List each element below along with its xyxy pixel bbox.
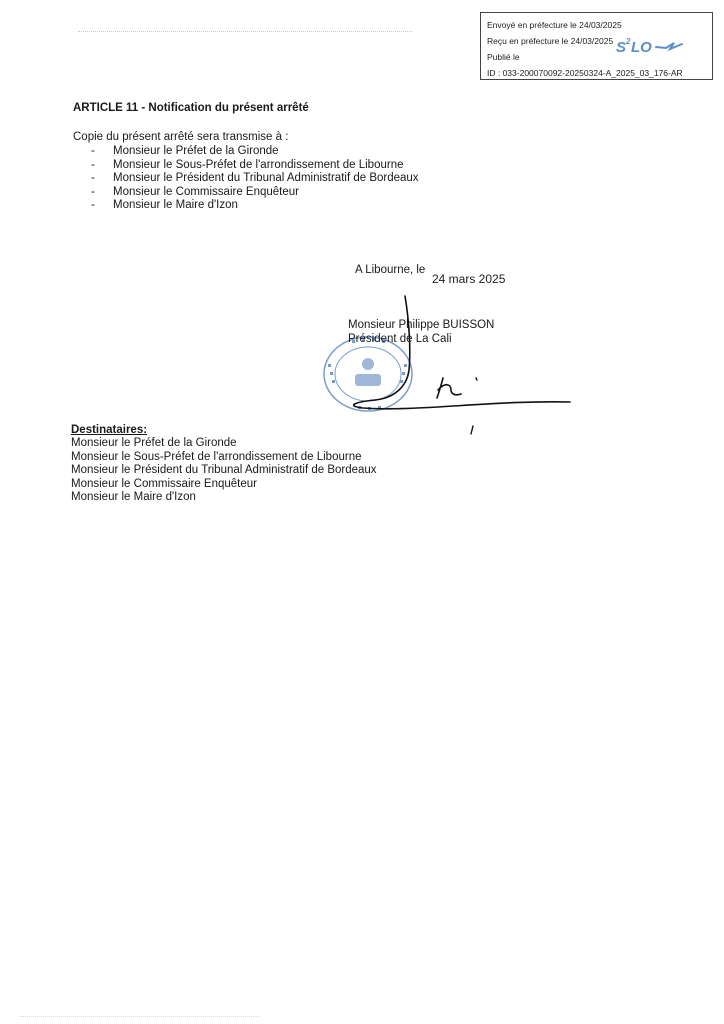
stamp-published-line: Publié le — [487, 52, 520, 62]
bullet-dash: - — [91, 145, 95, 157]
svg-text:2: 2 — [626, 37, 631, 46]
slo-logo — [616, 35, 686, 59]
signer-title: Président de La Cali — [348, 333, 452, 345]
signer-name: Monsieur Philippe BUISSON — [348, 319, 495, 331]
list-item: Monsieur le Maire d'Izon — [71, 491, 196, 503]
stamp-sent-line: Envoyé en préfecture le 24/03/2025 — [487, 20, 622, 30]
svg-text:LO: LO — [631, 39, 652, 56]
list-item — [91, 159, 419, 173]
recipient-list — [91, 145, 419, 213]
article-title: ARTICLE 11 - Notification du présent arrêté — [73, 102, 309, 114]
signature-place: A Libourne, le — [355, 264, 426, 276]
bullet-dash: - — [91, 158, 95, 171]
handwritten-signature — [325, 290, 580, 440]
list-item: Monsieur le Préfet de la Gironde — [71, 437, 237, 449]
stamp-received-line: Reçu en préfecture le 24/03/2025 — [487, 36, 614, 46]
recipient-text: Monsieur le Maire d'Izon — [113, 199, 238, 211]
list-item — [91, 199, 419, 213]
stamp-id-line: ID : 033-200070092-20250324-A_2025_03_176-AR — [487, 68, 683, 78]
recipient-text: Monsieur le Commissaire Enquêteur — [113, 185, 299, 198]
list-item — [91, 145, 419, 159]
recipients-heading: Destinataires: — [71, 424, 148, 436]
article-intro: Copie du présent arrêté sera transmise à : — [73, 131, 289, 143]
recipient-text: Monsieur le Sous-Préfet de l'arrondissement de Libourne — [113, 158, 404, 171]
recipient-text: Monsieur le Président du Tribunal Administratif de Bordeaux — [113, 172, 419, 184]
signature-date: 24 mars 2025 — [432, 272, 506, 286]
recipient-text: Monsieur le Préfet de la Gironde — [113, 145, 279, 157]
list-item: Monsieur le Président du Tribunal Administratif de Bordeaux — [71, 464, 377, 476]
top-divider — [78, 31, 412, 32]
destinataires-list — [71, 437, 377, 505]
list-item — [91, 186, 419, 200]
list-item — [91, 172, 419, 186]
list-item: Monsieur le Sous-Préfet de l'arrondissement de Libourne — [71, 450, 362, 463]
bullet-dash: - — [91, 199, 95, 211]
bullet-dash: - — [91, 172, 95, 184]
list-item: Monsieur le Commissaire Enquêteur — [71, 477, 257, 490]
bullet-dash: - — [91, 185, 95, 198]
svg-text:S: S — [616, 39, 627, 56]
bottom-divider — [20, 1016, 260, 1017]
